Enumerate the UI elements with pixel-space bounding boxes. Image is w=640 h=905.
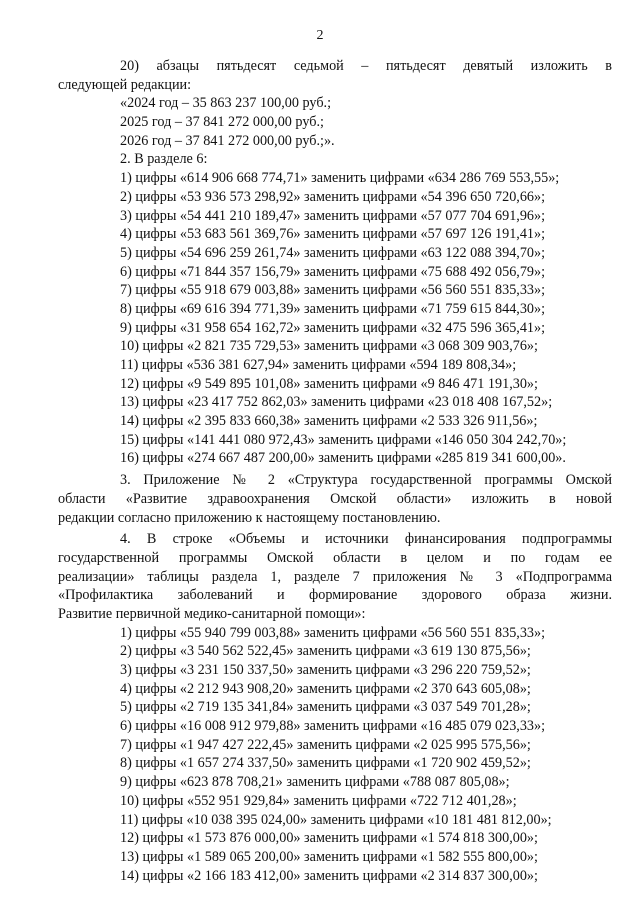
- year-amount-line: 2025 год – 37 841 272 000,00 руб.;: [120, 114, 324, 131]
- list-item: 5) цифры «54 696 259 261,74» заменить цифрами «63 122 088 394,70»;: [120, 244, 546, 261]
- list-item: 13) цифры «1 589 065 200,00» заменить цифрами «1 582 555 800,00»;: [120, 848, 538, 865]
- list-item: 5) цифры «2 719 135 341,84» заменить цифрами «3 037 549 701,28»;: [120, 699, 531, 716]
- list-item: 7) цифры «1 947 427 222,45» заменить цифрами «2 025 995 575,56»;: [120, 736, 531, 753]
- list-item: 4) цифры «53 683 561 369,76» заменить цифрами «57 697 126 191,41»;: [120, 226, 546, 243]
- list-item: 9) цифры «623 878 708,21» заменить цифрами «788 087 805,08»;: [120, 774, 510, 791]
- paragraph-3: [58, 471, 612, 527]
- list-item: 4) цифры «2 212 943 908,20» заменить цифрами «2 370 643 605,08»;: [120, 680, 531, 697]
- year-amounts: [58, 94, 612, 150]
- list-item: 6) цифры «71 844 357 156,79» заменить цифрами «75 688 492 056,79»;: [120, 263, 546, 280]
- paragraph-line: «Профилактика заболеваний и формирование здорового образа жизни.: [58, 587, 612, 604]
- list-item: 6) цифры «16 008 912 979,88» заменить цифрами «16 485 079 023,33»;: [120, 718, 546, 735]
- list-item: 12) цифры «1 573 876 000,00» заменить цифрами «1 574 818 300,00»;: [120, 830, 538, 847]
- list-item: 11) цифры «536 381 627,94» заменить цифрами «594 189 808,34»;: [120, 357, 517, 373]
- list-item: 2) цифры «3 540 562 522,45» заменить цифрами «3 619 130 875,56»;: [120, 643, 531, 660]
- list-item: 3) цифры «3 231 150 337,50» заменить цифрами «3 296 220 759,52»;: [120, 662, 531, 678]
- list-item: 10) цифры «2 821 735 729,53» заменить цифрами «3 068 309 903,76»;: [120, 338, 538, 355]
- list-item: 10) цифры «552 951 929,84» заменить цифрами «722 712 401,28»;: [120, 792, 517, 809]
- paragraph-4-list: [58, 624, 612, 886]
- paragraph-line: редакции согласно приложению к настоящему постановлению.: [58, 509, 441, 526]
- list-item: 1) цифры «614 906 668 774,71» заменить цифрами «634 286 769 553,55»;: [120, 170, 560, 187]
- list-item: 1) цифры «55 940 799 003,88» заменить цифрами «56 560 551 835,33»;: [120, 624, 546, 641]
- list-item: 14) цифры «2 166 183 412,00» заменить цифрами «2 314 837 300,00»;: [120, 867, 538, 884]
- list-item: 16) цифры «274 667 487 200,00» заменить цифрами «285 819 341 600,00».: [120, 450, 566, 467]
- page-number: 2: [316, 28, 324, 43]
- paragraph-line: Развитие первичной медико-санитарной помощи»:: [58, 605, 366, 622]
- paragraph-line: области «Развитие здравоохранения Омской области» изложить в новой: [58, 490, 612, 507]
- list-item: 8) цифры «1 657 274 337,50» заменить цифрами «1 720 902 459,52»;: [120, 755, 531, 772]
- paragraph-20: [58, 57, 612, 94]
- paragraph-line: реализации» таблицы раздела 1, разделе 7 приложения № 3 «Подпрограмма: [58, 568, 612, 585]
- list-item: 11) цифры «10 038 395 024,00» заменить цифрами «10 181 481 812,00»;: [120, 811, 552, 828]
- section-6-heading: 2. В разделе 6:: [120, 151, 208, 168]
- list-item: 7) цифры «55 918 679 003,88» заменить цифрами «56 560 551 835,33»;: [120, 282, 546, 299]
- paragraph-line: следующей редакции:: [58, 76, 192, 93]
- list-item: 12) цифры «9 549 895 101,08» заменить цифрами «9 846 471 191,30»;: [120, 375, 538, 392]
- year-amount-line: «2024 год – 35 863 237 100,00 руб.;: [120, 95, 332, 112]
- list-item: 9) цифры «31 958 654 162,72» заменить цифрами «32 475 596 365,41»;: [120, 319, 546, 336]
- list-item: 14) цифры «2 395 833 660,38» заменить цифрами «2 533 326 911,56»;: [120, 413, 538, 430]
- list-item: 13) цифры «23 417 752 862,03» заменить цифрами «23 018 408 167,52»;: [120, 394, 553, 411]
- list-item: 8) цифры «69 616 394 771,39» заменить цифрами «71 759 615 844,30»;: [120, 300, 546, 317]
- list-item: 3) цифры «54 441 210 189,47» заменить цифрами «57 077 704 691,96»;: [120, 207, 546, 224]
- section-6-list: [58, 169, 612, 468]
- paragraph-4: [58, 530, 612, 623]
- document-body: [58, 57, 612, 885]
- year-amount-line: 2026 год – 37 841 272 000,00 руб.;».: [120, 132, 335, 149]
- paragraph-line: 20) абзацы пятьдесят седьмой – пятьдесят девятый изложить в: [120, 58, 612, 74]
- paragraph-line: государственной программы Омской области в целом и по годам ее: [58, 549, 612, 566]
- list-item: 2) цифры «53 936 573 298,92» заменить цифрами «54 396 650 720,66»;: [120, 188, 546, 205]
- paragraph-line: 3. Приложение № 2 «Структура государственной программы Омской: [120, 472, 612, 489]
- list-item: 15) цифры «141 441 080 972,43» заменить цифрами «146 050 304 242,70»;: [120, 431, 567, 448]
- paragraph-line: 4. В строке «Объемы и источники финансирования подпрограммы: [120, 531, 612, 548]
